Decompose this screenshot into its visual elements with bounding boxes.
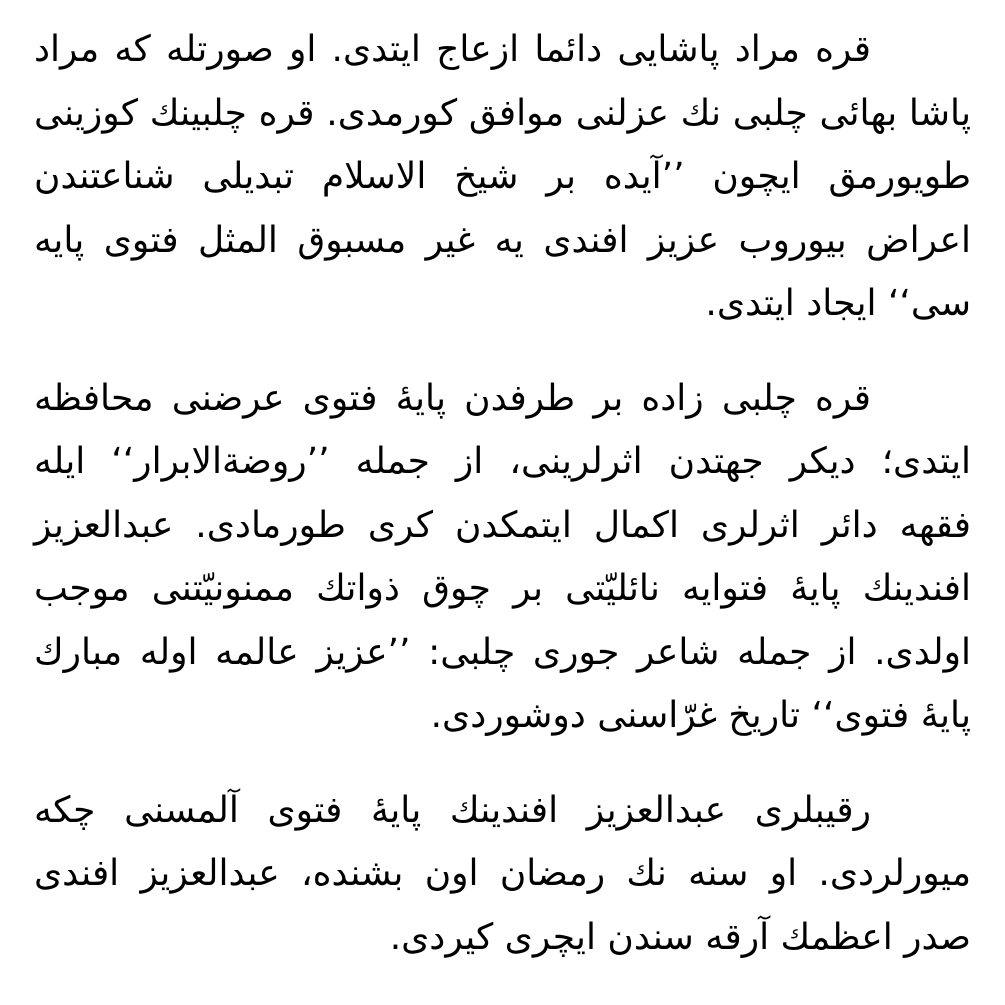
- paragraph-1: [34, 18, 971, 336]
- paragraph-line: افندینك پایهٔ فتوایه نائلیّتی بر چوق ذواتك ممنونیّتنی موجب: [34, 568, 971, 609]
- paragraph-line: اعراض بیوروب عزیز افندی یه غیر مسبوق المثل فتوی پایه: [34, 219, 971, 261]
- paragraph-line: سی‘‘ ایجاد ایتدی.: [705, 283, 971, 324]
- paragraph-line: میورلردی. او سنه نك رمضان اون بشنده، عبدالعزیز افندی: [34, 853, 971, 894]
- paragraph-line: قره مراد پاشایی دائما ازعاج ایتدی. او صورتله که مراد: [34, 29, 871, 70]
- paragraph-line: رقیبلری عبدالعزیز افندینك پایهٔ فتوی آلمسنی چكه: [34, 789, 871, 831]
- paragraph-line: صدر اعظمك آرقه سندن ایچری كیردی.: [389, 916, 971, 958]
- paragraph-line: پایهٔ فتوی‘‘ تاریخ غرّاسنی دوشوردی.: [430, 695, 971, 736]
- paragraph-line: فقهه دائر اثرلری اكمال ایتمكدن كری طورمادی. عبدالعزیز: [34, 504, 971, 546]
- paragraph-line: طویورمق ایچون ’’آیده بر شیخ الاسلام تبدیلی شناعتندن: [34, 156, 971, 197]
- paragraph-3: [34, 779, 971, 970]
- paragraph-line: قره چلبی زاده بر طرفدن پایهٔ فتوی عرضنی محافظه: [34, 377, 871, 419]
- paragraph-line: ایتدی؛ دیكر جهتدن اثرلرینی، از جمله ’’روضةالابرار‘‘ ایله: [34, 441, 971, 482]
- paragraph-line: پاشا بهائی چلبی نك عزلنی موافق كورمدی. قره چلبینك كوزینی: [34, 92, 971, 134]
- paragraph-line: اولدی. از جمله شاعر جوری چلبی: ’’عزیز عالمه اوله مبارك: [34, 631, 971, 673]
- paragraph-2: [34, 367, 971, 748]
